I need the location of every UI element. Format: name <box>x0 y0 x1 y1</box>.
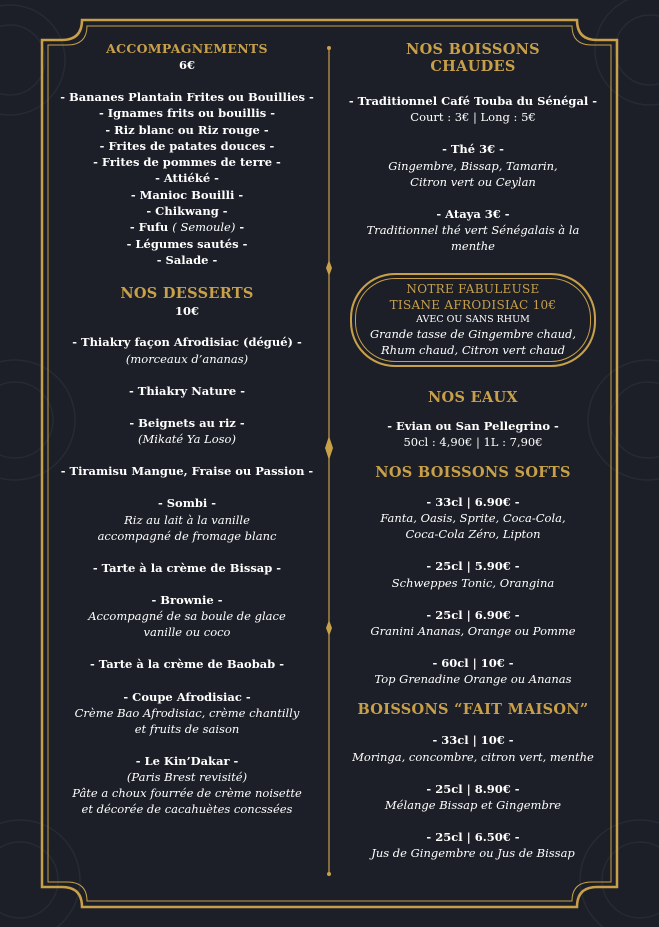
dessert-desc: et décorée de cacahuètes concssées <box>81 802 293 817</box>
chaudes-item-name: - Thé 3€ - <box>442 142 504 157</box>
right-column <box>344 41 602 861</box>
accompagnements-title: ACCOMPAGNEMENTS <box>106 41 268 56</box>
accompagnements-price: 6€ <box>178 58 195 72</box>
eaux-price: 50cl : 4,90€ | 1L : 7,90€ <box>403 435 543 450</box>
dessert-name: - Coupe Afrodisiac - <box>123 689 251 704</box>
chaudes-item-desc: Citron vert ou Ceylan <box>410 174 536 189</box>
tisane-desc-1: Grande tasse de Gingembre chaud, <box>369 327 577 342</box>
chaudes-title: NOS BOISSONS CHAUDES <box>406 41 540 75</box>
maison-item-desc: Jus de Gingembre ou Jus de Bissap <box>371 846 575 861</box>
dessert-name: - Tiramisu Mangue, Fraise ou Passion - <box>60 464 314 479</box>
dessert-name: - Thiakry façon Afrodisiac (dégué) - <box>72 335 302 350</box>
maison-item-name: - 25cl | 6.50€ - <box>426 829 520 844</box>
dessert-desc: (Mikaté Ya Loso) <box>138 432 236 447</box>
accompagnements-list <box>60 89 314 268</box>
list-item: - Légumes sautés - <box>126 236 248 251</box>
chaudes-item-desc: Traditionnel thé vert Sénégalais à la menthe <box>366 222 580 253</box>
eaux-title: NOS EAUX <box>427 388 518 406</box>
chaudes-item-name: - Traditionnel Café Touba du Sénégal - <box>348 94 598 108</box>
list-item: - Chikwang - <box>146 204 228 219</box>
chaudes-item-name: - Ataya 3€ - <box>436 206 510 221</box>
tisane-title-1: NOTRE FABULEUSE <box>406 282 540 297</box>
dessert-name: - Tarte à la crème de Baobab - <box>89 657 285 672</box>
dessert-desc: (Paris Brest revisité) <box>126 770 248 785</box>
eaux-name: - Evian ou San Pellegrino - <box>387 418 559 433</box>
softs-item-desc: Schweppes Tonic, Orangina <box>391 575 555 590</box>
softs-title: NOS BOISSONS SOFTS <box>375 464 571 482</box>
dessert-desc: Pâte a choux fourrée de crème noisette <box>72 786 302 801</box>
softs-item-desc: Fanta, Oasis, Sprite, Coca-Cola, <box>380 511 566 526</box>
softs-item-name: - 33cl | 6.90€ - <box>426 495 520 510</box>
list-item: - Fufu ( Semoule) - <box>129 220 245 235</box>
dessert-desc: (morceaux d’ananas) <box>125 351 249 366</box>
maison-item-name: - 25cl | 8.90€ - <box>426 781 520 796</box>
desserts-list <box>60 334 314 817</box>
tisane-desc-2: Rhum chaud, Citron vert chaud <box>381 343 565 358</box>
list-item: - Manioc Bouilli - <box>130 187 244 202</box>
list-item: - Frites de pommes de terre - <box>93 155 281 170</box>
maison-item-desc: Moringa, concombre, citron vert, menthe <box>352 749 594 764</box>
dessert-desc: Accompagné de sa boule de glace <box>88 609 286 624</box>
softs-item-desc: Granini Ananas, Orange ou Pomme <box>370 624 576 639</box>
maison-item-desc: Mélange Bissap et Gingembre <box>384 797 562 812</box>
chaudes-item-price: Court : 3€ | Long : 5€ <box>410 110 536 125</box>
tisane-subtitle: AVEC OU SANS RHUM <box>416 314 530 326</box>
dessert-name: - Sombi - <box>157 496 217 511</box>
desserts-price: 10€ <box>174 304 199 319</box>
softs-item-name: - 25cl | 5.90€ - <box>426 559 520 574</box>
dessert-desc: accompagné de fromage blanc <box>97 528 277 543</box>
maison-title: BOISSONS “FAIT MAISON” <box>357 701 589 719</box>
softs-item-name: - 25cl | 6.90€ - <box>426 607 520 622</box>
dessert-name: - Thiakry Nature - <box>128 383 246 398</box>
tisane-box <box>350 273 596 367</box>
dessert-desc: et fruits de saison <box>134 721 240 736</box>
list-item: - Salade - <box>156 252 218 267</box>
maison-item-name: - 33cl | 10€ - <box>432 733 514 748</box>
dessert-name: - Le Kin’Dakar - <box>135 753 239 768</box>
list-item: - Attiéké - <box>155 171 219 186</box>
left-column <box>60 41 314 817</box>
list-item: - Bananes Plantain Frites ou Bouillies - <box>60 90 314 104</box>
softs-item-desc: Top Grenadine Orange ou Ananas <box>374 672 572 687</box>
list-item: - Ignames frits ou bouillis - <box>99 106 275 121</box>
dessert-name: - Brownie - <box>151 593 223 608</box>
dessert-desc: vanille ou coco <box>143 625 231 640</box>
desserts-title: NOS DESSERTS <box>120 285 254 303</box>
softs-item-desc: Coca-Cola Zéro, Lipton <box>405 527 541 542</box>
dessert-name: - Beignets au riz - <box>129 415 245 430</box>
chaudes-item-desc: Gingembre, Bissap, Tamarin, <box>388 158 558 173</box>
dessert-name: - Tarte à la crème de Bissap - <box>92 560 282 575</box>
list-item: - Riz blanc ou Riz rouge - <box>105 122 269 137</box>
tisane-title-2: TISANE AFRODISIAC 10€ <box>389 298 557 313</box>
softs-item-name: - 60cl | 10€ - <box>432 656 514 671</box>
list-item: - Frites de patates douces - <box>99 138 275 153</box>
dessert-desc: Riz au lait à la vanille <box>124 512 250 527</box>
dessert-desc: Crème Bao Afrodisiac, crème chantilly <box>74 705 300 720</box>
